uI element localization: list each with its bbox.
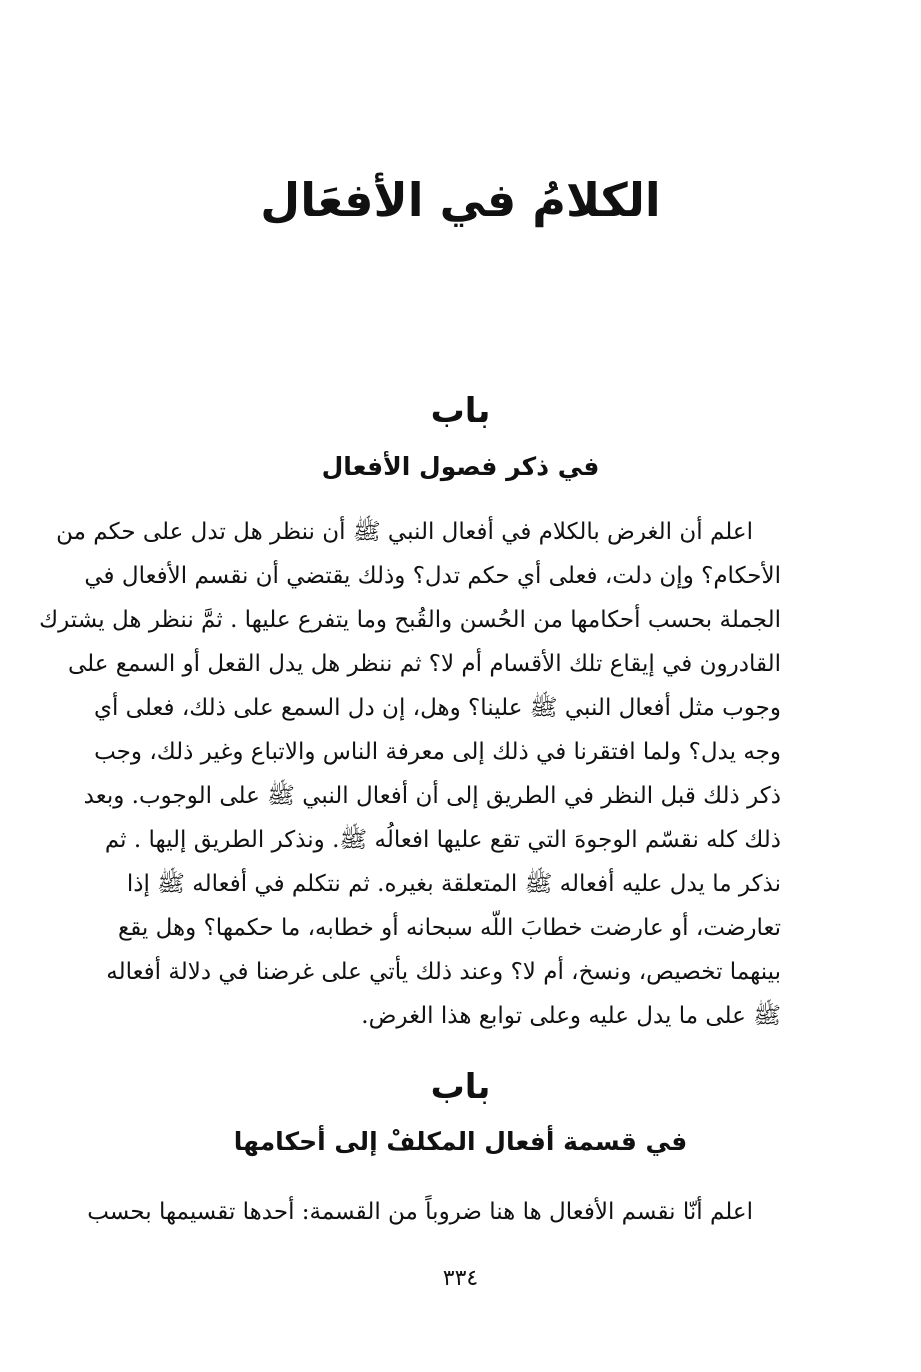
page-number: ٣٣٤ — [442, 1266, 479, 1291]
section-1-subheading: في ذكر فصول الأفعال — [321, 452, 600, 481]
text-line: بينهما تخصيص، ونسخ، أم لا؟ وعند ذلك يأتي على غرضنا في دلالة أفعاله — [106, 959, 781, 985]
text-line: وجوب مثل أفعال النبي ﷺ علينا؟ وهل، إن دل السمع على ذلك، فعلى أي — [93, 695, 781, 721]
text-line: تعارضت، أو عارضت خطابَ اللّه سبحانه أو خطابه، ما حكمها؟ وهل يقع — [118, 915, 781, 941]
text-line: ﷺ على ما يدل عليه وعلى توابع هذا الغرض. — [361, 1003, 781, 1029]
text-line: ذلك كله نقسّم الوجوهَ التي تقع عليها افعالُه ﷺ. ونذكر الطريق إليها . ثم — [104, 827, 781, 853]
section-1-paragraph — [39, 510, 781, 1038]
text-line: الجملة بحسب أحكامها من الحُسن والقُبح وما يتفرع عليها . ثمَّ ننظر هل يشترك — [39, 607, 781, 633]
section-2-paragraph — [87, 1190, 781, 1234]
text-line: نذكر ما يدل عليه أفعاله ﷺ المتعلقة بغيره. ثم نتكلم في أفعاله ﷺ إذا — [126, 871, 781, 897]
text-line: اعلم أن الغرض بالكلام في أفعال النبي ﷺ أن ننظر هل تدل على حكم من — [56, 519, 753, 545]
text-line: القادرون في إيقاع تلك الأقسام أم لا؟ ثم ننظر هل يدل القعل أو السمع على — [67, 651, 781, 677]
text-line: الأحكام؟ وإن دلت، فعلى أي حكم تدل؟ وذلك يقتضي أن نقسم الأفعال في — [84, 563, 781, 589]
section-2-heading: باب — [430, 1067, 491, 1107]
text-line: وجه يدل؟ ولما افتقرنا في ذلك إلى معرفة الناس والاتباع وغير ذلك، وجب — [94, 739, 781, 765]
section-2-subheading: في قسمة أفعال المكلفْ إلى أحكامها — [233, 1127, 688, 1156]
section-1-heading: باب — [430, 391, 491, 431]
text-line: اعلم أنّا نقسم الأفعال ها هنا ضروباً من القسمة: أحدها تقسيمها بحسب — [87, 1199, 753, 1225]
chapter-title: الكلامُ في الأفعَال — [260, 173, 661, 227]
text-line: ذكر ذلك قبل النظر في الطريق إلى أن أفعال النبي ﷺ على الوجوب. وبعد — [83, 783, 781, 809]
